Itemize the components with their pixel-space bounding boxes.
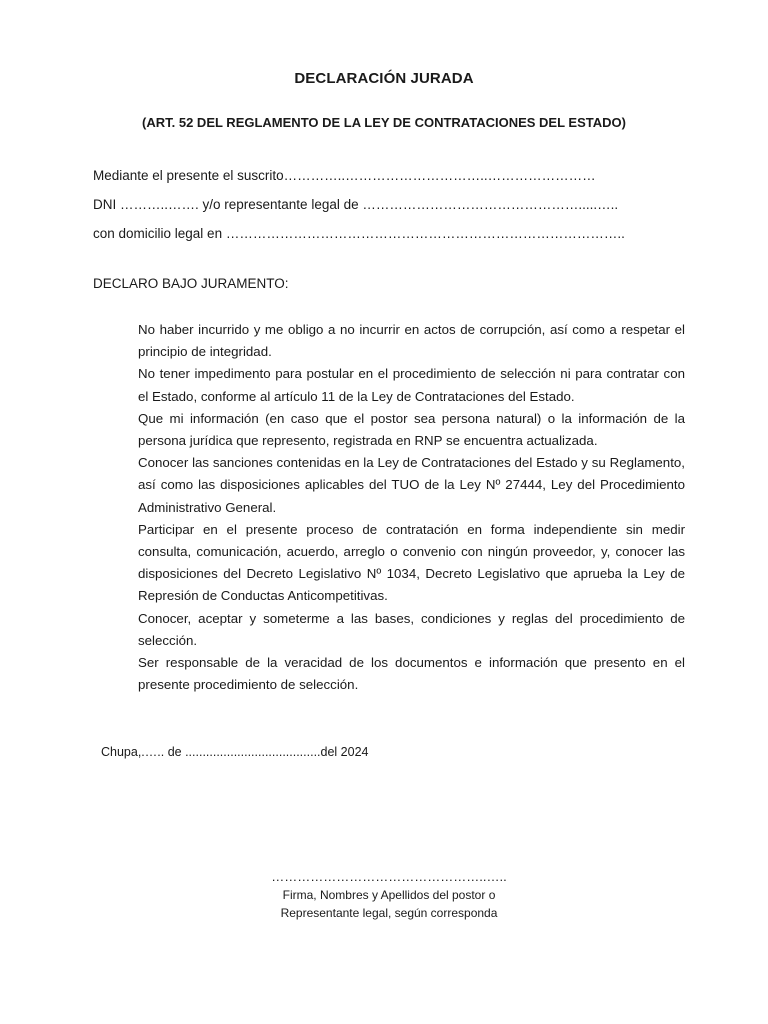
declaration-item: Conocer las sanciones contenidas en la Ley de Contrataciones del Estado y su Reglamento, así como las disposiciones aplicables del TUO de la Ley Nº 27444, Ley del Procedimiento Administrativo General. bbox=[138, 455, 685, 515]
signature-caption-1: Firma, Nombres y Apellidos del postor o bbox=[282, 888, 496, 902]
declaration-item: Conocer, aceptar y someterme a las bases, condiciones y reglas del procedimiento de selección. bbox=[138, 610, 685, 648]
declaration-item: No tener impedimento para postular en el procedimiento de selección ni para contratar con el Estado, conforme al artículo 11 de la Ley de Contrataciones del Estado. bbox=[138, 366, 685, 404]
declaration-items bbox=[138, 319, 685, 696]
date-line: Chupa,.….. de .......................................del 2024 bbox=[101, 745, 369, 759]
signature-caption-2: Representante legal, según corresponda bbox=[280, 906, 498, 920]
declaration-item: Que mi información (en caso que el postor sea persona natural) o la información de la persona jurídica que represento, registrada en RNP se encuentra actualizada. bbox=[138, 410, 685, 449]
declaration-item: No haber incurrido y me obligo a no incurrir en actos de corrupción, así como a respetar el principio de integridad. bbox=[138, 322, 685, 360]
field-dni: DNI ………..……. y/o representante legal de ………………………………………….....….. bbox=[93, 197, 619, 212]
signature-line: …………………………………………..….. bbox=[271, 869, 507, 884]
page-title: DECLARACIÓN JURADA bbox=[294, 70, 474, 87]
field-suscrito: Mediante el presente el suscrito…………..…………………………..…………………… bbox=[93, 168, 596, 183]
field-domicilio: con domicilio legal en …………………………………………………………………………….. bbox=[93, 226, 625, 241]
declaration-heading: DECLARO BAJO JURAMENTO: bbox=[93, 276, 289, 291]
page-subtitle: (ART. 52 DEL REGLAMENTO DE LA LEY DE CONTRATACIONES DEL ESTADO) bbox=[142, 115, 626, 130]
declaration-item: Ser responsable de la veracidad de los documentos e información que presento en el presente procedimiento de selección. bbox=[138, 655, 685, 693]
declaration-item: Participar en el presente proceso de contratación en forma independiente sin medir consulta, comunicación, acuerdo, arreglo o convenio con ningún proveedor, y, conocer las disposiciones del Decreto Legislativo Nº 1034, Decreto Legislativo que aprueba la Ley de Represión de Conductas Anticompetitivas. bbox=[138, 521, 685, 604]
